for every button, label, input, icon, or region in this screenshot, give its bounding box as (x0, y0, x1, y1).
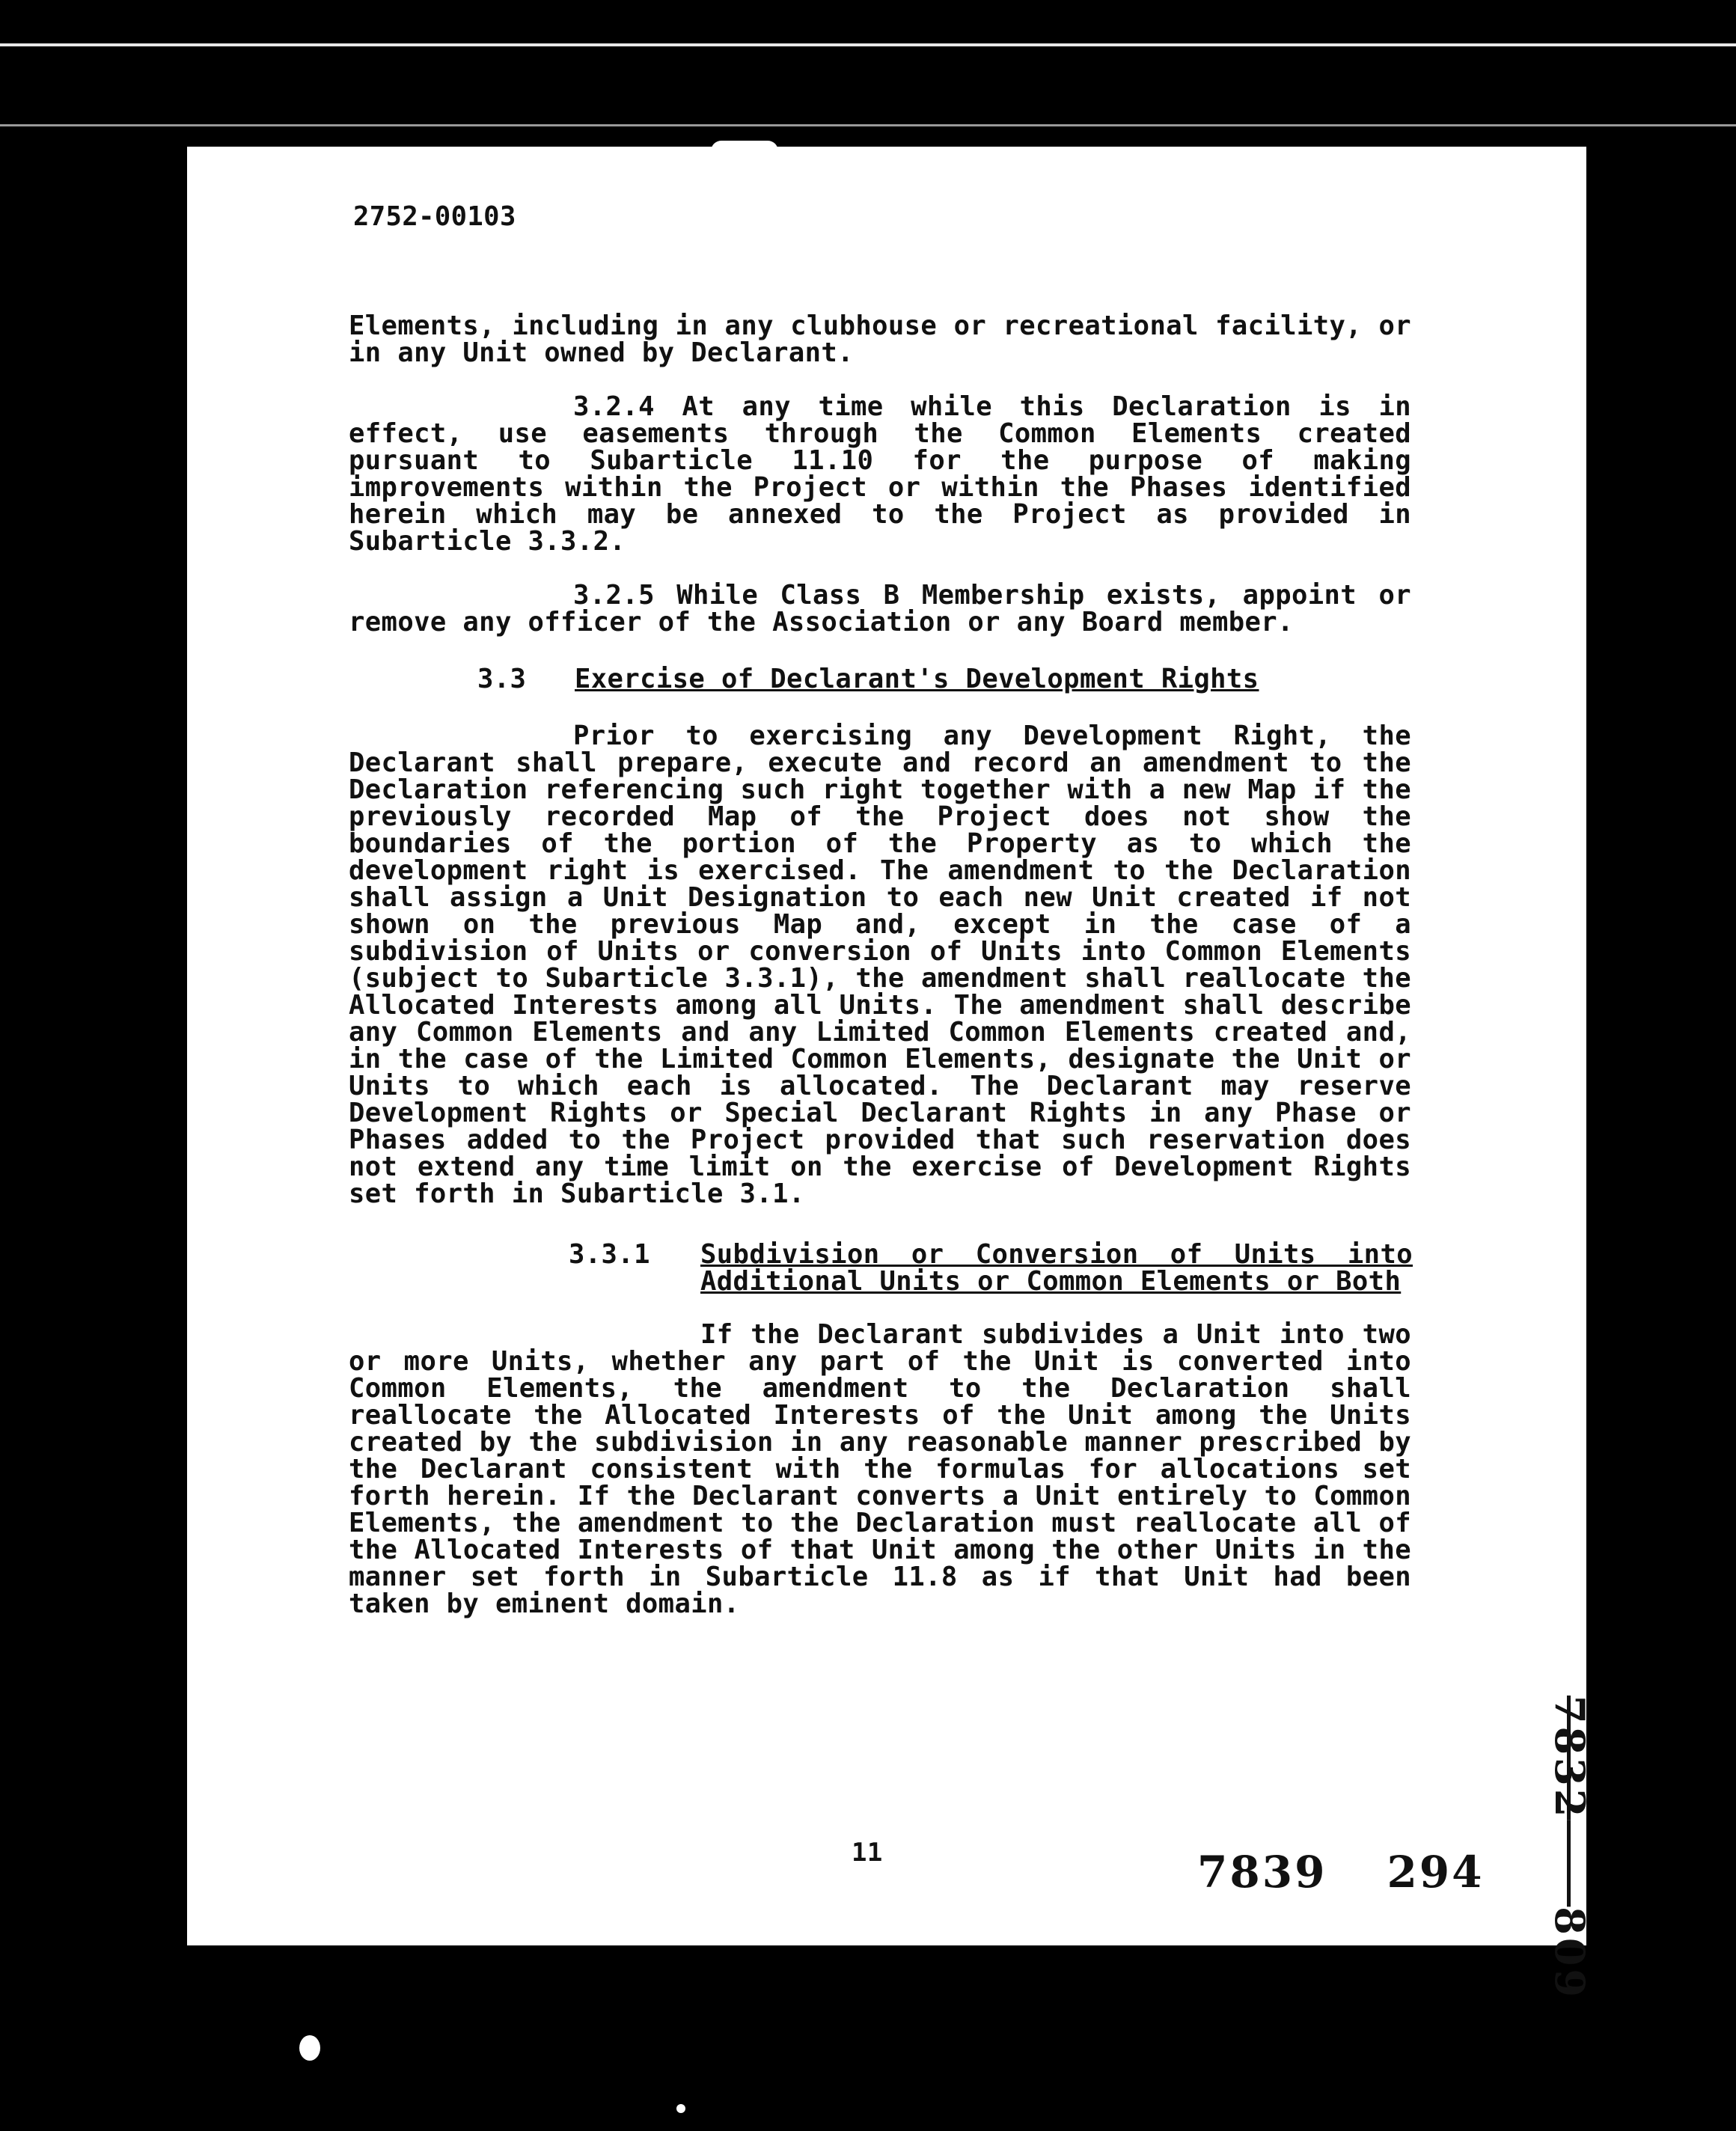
top-scan-edge-lower (0, 124, 1736, 126)
section-number: 3.3 (477, 664, 527, 694)
top-scan-edge (0, 43, 1736, 46)
document-page (187, 147, 1594, 2001)
section-title: Exercise of Declarant's Development Rights (575, 664, 1259, 694)
paragraph-text: 3.2.5 While Class B Membership exists, appoint or remove any officer of the Association or any Board member. (349, 580, 1411, 638)
paragraph-3-3 (349, 723, 1411, 1208)
stamp-book: 7839 (1197, 1847, 1327, 1898)
document-number: 2752-00103 (353, 201, 516, 232)
paragraph-text: Elements, including in any clubhouse or recreational facility, or in any Unit owned by Declarant. (349, 311, 1411, 368)
paragraph-elements (349, 313, 1411, 367)
scan-speck (676, 2104, 685, 2113)
paragraph-3-2-5 (349, 582, 1411, 636)
paragraph-text: Prior to exercising any Development Right, the Declarant shall prepare, execute and record an amendment to the Declaration referencing such right together with a new Map if the previously recorded Map of the Project does not show the boundaries of the portion of the Property as to which the development right is exercised. The amendment to the Declaration shall assign a Unit Designation to each new Unit created if not shown on the previous Map and, except in the case of a subdivision of Units or conversion of Units into Common Elements (subject to Subarticle 3.3.1), the amendment shall reallocate the Allocated Interests among all Units. The amendment shall describe any Common Elements and any Limited Common Elements created and, in the case of the Limited Common Elements, designate the Unit or Units to which each is allocated. The Declarant may reserve Development Rights or Special Declarant Rights in any Phase or Phases added to the Project provided that such reservation does not extend any time limit on the exercise of Development Rights set forth in Subarticle 3.1. (349, 721, 1411, 1209)
paragraph-3-3-1 (349, 1321, 1411, 1618)
recording-stamp (1197, 1847, 1485, 1898)
section-heading-3-3 (477, 666, 1450, 693)
side-stamp-page: 809 (1546, 1907, 1594, 2001)
page-number: 11 (852, 1838, 883, 1868)
side-recording-stamp (1546, 1696, 1594, 2000)
scan-speck (299, 2035, 320, 2061)
section-number: 3.3.1 (569, 1239, 650, 1270)
paragraph-3-2-4 (349, 391, 1411, 557)
paragraph-text: If the Declarant subdivides a Unit into two or more Units, whether any part of the Unit is converted into Common Elements, the amendment to the Declaration shall reallocate the Allocated Interests of the Unit among the Units created by the subdivision in any reasonable manner prescribed by the Declarant consistent with the formulas for allocations set forth herein. If the Declarant converts a Unit entirely to Common Elements, the amendment to the Declaration must reallocate all of the Allocated Interests of that Unit among the other Units in the manner set forth in Subarticle 11.8 as if that Unit had been taken by eminent domain. (349, 1319, 1411, 1619)
side-stamp-separator (1546, 1820, 1594, 1907)
side-stamp-book: 7832 (1546, 1696, 1594, 1820)
section-title: Subdivision or Conversion of Units into Additional Units or Common Elements or Both (700, 1239, 1413, 1297)
paragraph-text: 3.2.4 At any time while this Declaration is in effect, use easements through the Common Elements created pursuant to Subarticle 11.10 for the purpose of making improvements within the Project or within the Phases identified herein which may be annexed to the Project as provided in Subarticle 3.3.2. (349, 391, 1411, 557)
stamp-page: 294 (1387, 1847, 1485, 1898)
